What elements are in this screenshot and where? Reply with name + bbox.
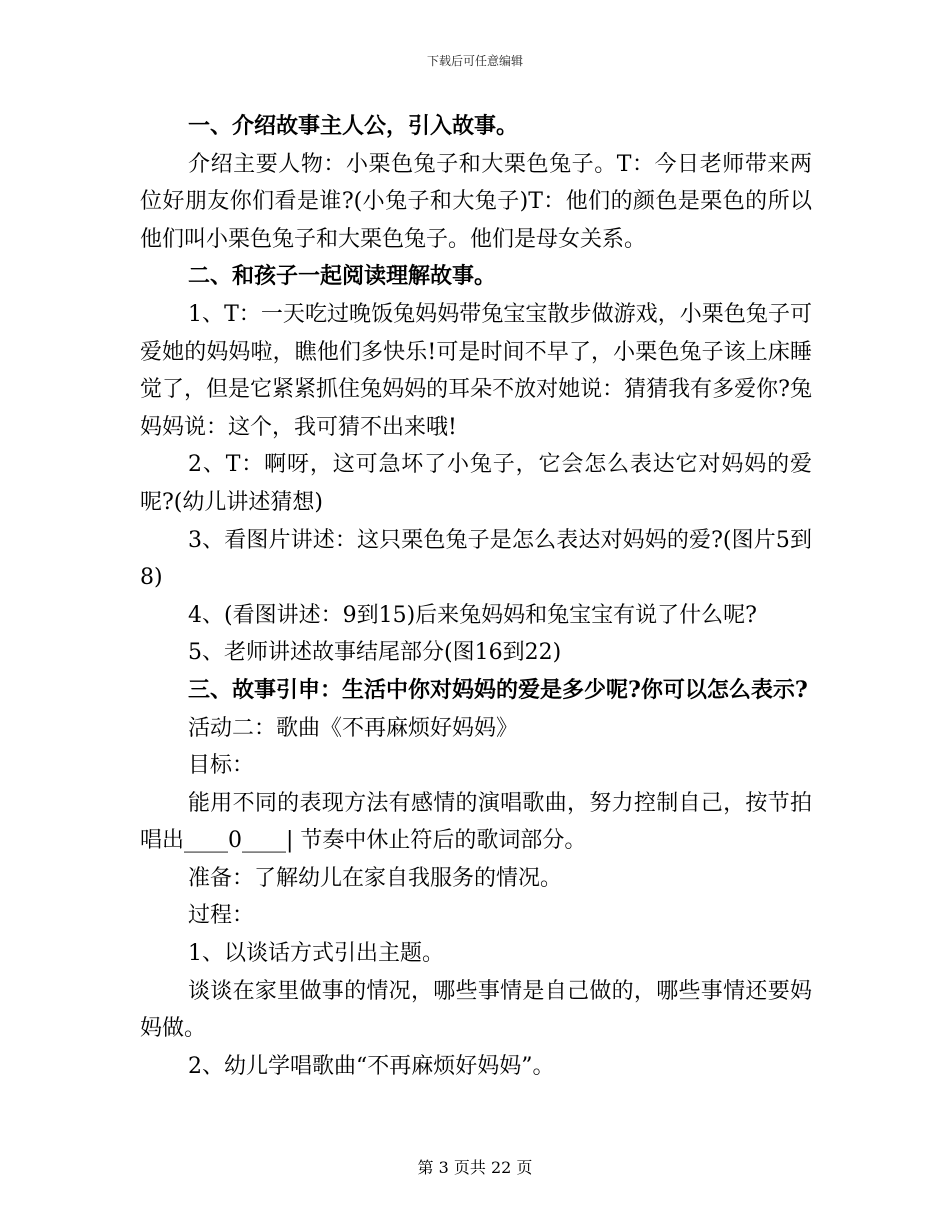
section-heading-3: 三、故事引申：生活中你对妈妈的爱是多少呢?你可以怎么表示? — [188, 676, 808, 703]
paragraph: 1、T：一天吃过晚饭兔妈妈带兔宝宝散步做游戏，小栗色兔子可爱她的妈妈啦，瞧他们多快乐!可是时间不早了，小栗色兔子该上床睡觉了，但是它紧紧抓住兔妈妈的耳朵不放对她说：猜猜我有多爱你?兔妈妈说：这个，我可猜不出来哦! — [140, 301, 812, 440]
paragraph: 过程： — [188, 903, 255, 929]
paragraph: 目标： — [188, 753, 255, 779]
paragraph: 2、T：啊呀，这可急坏了小兔子，它会怎么表达它对妈妈的爱呢?(幼儿讲述猜想) — [140, 452, 812, 515]
paragraph: 3、看图片讲述：这只栗色兔子是怎么表达对妈妈的爱?(图片5到8) — [140, 527, 812, 591]
paragraph: 2、幼儿学唱歌曲“不再麻烦好妈妈”。 — [188, 1053, 555, 1079]
paragraph: 活动二：歌曲《不再麻烦好妈妈》 — [188, 715, 519, 741]
paragraph: 1、以谈话方式引出主题。 — [188, 941, 444, 967]
section-heading-1: 一、介绍故事主人公，引入故事。 — [188, 113, 519, 139]
paragraph: 5、老师讲述故事结尾部分(图16到22) — [188, 640, 562, 666]
paragraph: 介绍主要人物：小栗色兔子和大栗色兔子。T：今日老师带来两位好朋友你们看是谁?(小兔子和大兔子)T：他们的颜色是栗色的所以他们叫小栗色兔子和大栗色兔子。他们是母女关系。 — [140, 151, 812, 252]
paragraph: 能用不同的表现方法有感情的演唱歌曲，努力控制自己，按节拍唱出____0____| 节奏中休止符后的歌词部分。 — [140, 790, 812, 854]
page-header: 下载后可任意编辑 — [426, 54, 523, 68]
section-heading-2: 二、和孩子一起阅读理解故事。 — [188, 263, 497, 290]
paragraph: 准备：了解幼儿在家自我服务的情况。 — [188, 865, 563, 891]
document-body — [140, 108, 812, 1085]
page-footer: 第 3 页共 22 页 — [417, 1158, 533, 1177]
paragraph: 4、(看图讲述：9到15)后来兔妈妈和兔宝宝有说了什么呢? — [188, 602, 757, 628]
paragraph: 谈谈在家里做事的情况，哪些事情是自己做的，哪些事情还要妈妈做。 — [140, 978, 812, 1042]
